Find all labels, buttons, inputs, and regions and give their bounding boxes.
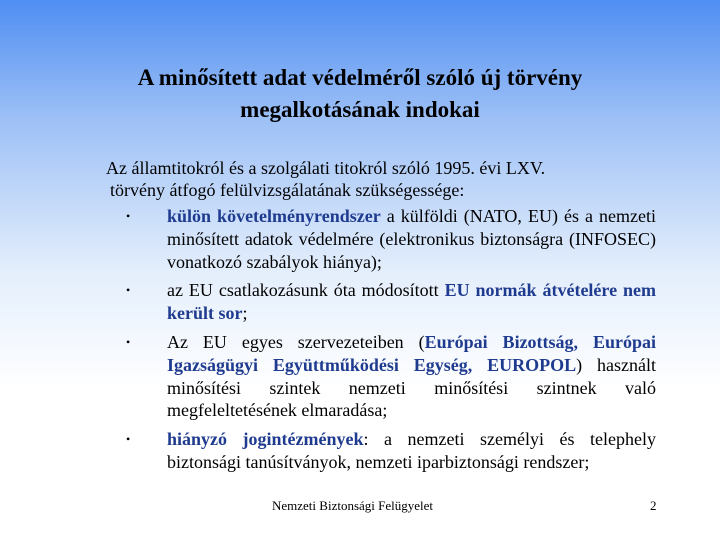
intro-paragraph: [106, 157, 666, 201]
intro-line: törvény átfogó felülvizsgálatának szükségessége:: [110, 180, 465, 200]
intro-line: Az államtitokról és a szolgálati titokról szóló 1995. évi LXV.: [106, 158, 546, 178]
bullet-icon: •: [126, 432, 131, 447]
bullet-item: [122, 331, 656, 422]
bullet-text: ) használt minősítési szintek nemzeti minősítési szintnek való megfeleltetésének elmaradása;: [167, 354, 657, 421]
bullet-icon: •: [126, 334, 131, 349]
bullet-icon: •: [126, 209, 131, 223]
bullet-icon: •: [126, 283, 131, 298]
slide-title-line: A minősített adat védelméről szóló új törvény: [137, 65, 583, 90]
bullet-list: [122, 205, 656, 480]
bullet-item: [122, 205, 656, 273]
bullet-text: a külföldi (NATO, EU) és a nemzeti minősített adatok védelmére (elektronikus biztonságra (INFOSEC) vonatkozó szabályok hiánya);: [167, 206, 656, 272]
highlight-text: külön követelményrendszer: [167, 206, 381, 226]
bullet-text: ;: [242, 303, 248, 324]
slide-title-line: megalkotásának indokai: [240, 97, 480, 122]
bullet-item: [122, 428, 656, 474]
slide-title: [40, 62, 680, 126]
highlight-text: hiányzó jogintézmények: [167, 429, 364, 450]
bullet-text: az EU csatlakozásunk óta módosított: [167, 280, 445, 301]
bullet-text: : a nemzeti személyi és telephely biztonsági tanúsítványok, nemzeti iparbiztonsági rendszer;: [167, 429, 657, 472]
page-number: 2: [650, 498, 657, 513]
footer-organization: Nemzeti Biztonsági Felügyelet: [272, 498, 434, 513]
bullet-text: Az EU egyes szervezeteiben (: [167, 331, 425, 352]
highlight-text: EU normák átvételére nem került sor: [167, 280, 656, 324]
highlight-text: Európai Bizottság, Európai Igazságügyi Együttműködési Egység, EUROPOL: [167, 331, 656, 375]
bullet-item: [122, 279, 656, 325]
